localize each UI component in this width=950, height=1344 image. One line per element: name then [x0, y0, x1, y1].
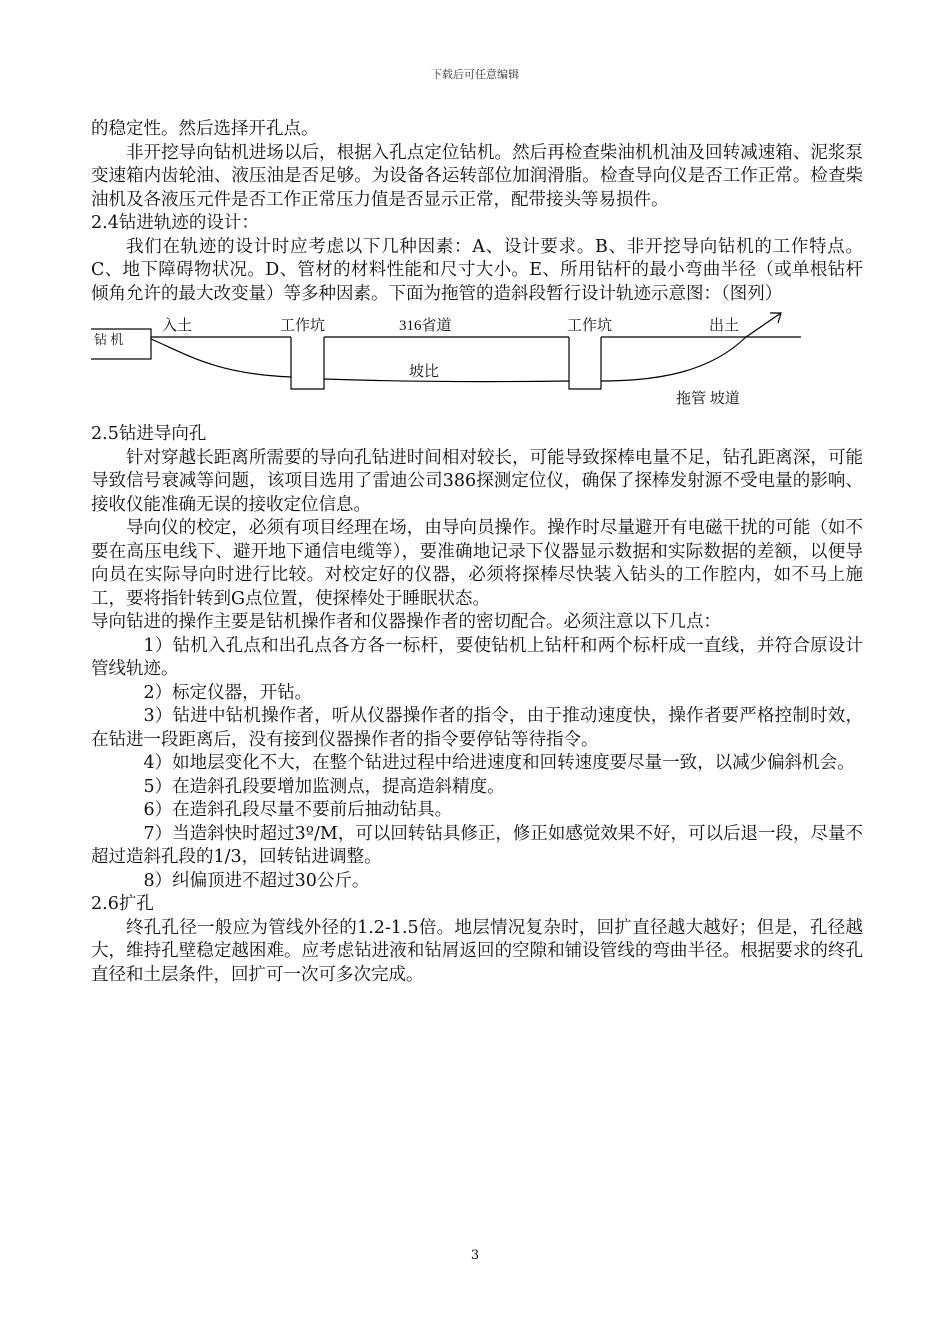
label-road: 316省道 — [399, 318, 452, 334]
section-heading: 2.4钻进轨迹的设计： — [91, 213, 259, 233]
paragraph: 针对穿越长距离所需要的导向孔钻进时间相对较长，可能导致探棒电量不足，钻孔距离深，可能导致信号衰减等问题，该项目选用了雷迪公司386探测定位仪，确保了探棒发射源不受电量的影响、接收仪能准确无误的接收定位信息。 — [91, 447, 863, 515]
list-item: 5）在造斜孔段要增加监测点，提高造斜精度。 — [143, 776, 505, 797]
exit-arrow — [746, 313, 781, 337]
paragraph: 终孔孔径一般应为管线外径的1.2-1.5倍。地层情况复杂时，回扩直径越大越好；但是，孔径越大，维持孔壁稳定越困难。应考虑钻进液和钻屑返回的空隙和铺设管线的弯曲半径。根据要求的终孔直径和土层条件，回扩可一次可多次完成。 — [91, 917, 863, 985]
drill-path — [324, 379, 569, 382]
work-pit-left — [291, 337, 324, 389]
document-body — [91, 118, 863, 987]
trajectory-diagram — [91, 309, 863, 413]
label-entry: 入土 — [162, 318, 193, 334]
label-pit-right: 工作坑 — [567, 318, 613, 334]
list-item: 2）标定仪器，开钻。 — [143, 682, 313, 703]
label-pit-left: 工作坑 — [280, 318, 326, 334]
paragraph: 非开挖导向钻机进场以后，根据入孔点定位钻机。然后再检查柴油机机油及回转减速箱、泥浆泵变速箱内齿轮油、液压油是否足够。为设备各运转部位加润滑脂。检查导向仪是否工作正常。检查柴油机及各液压元件是否工作正常压力值是否显示正常，配带接头等易损件。 — [91, 142, 863, 210]
paragraph: 的稳定性。然后选择开孔点。 — [91, 119, 319, 139]
list-item: 6）在造斜孔段尽量不要前后抽动钻具。 — [143, 800, 453, 820]
label-rig: 钻 机 — [94, 332, 124, 347]
paragraph: 我们在轨迹的设计时应考虑以下几种因素：A、设计要求。B、非开挖导向钻机的工作特点。C、地下障碍物状况。D、管材的材料性能和尺寸大小。E、所用钻杆的最小弯曲半径（或单根钻杆倾角允许的最大改变量）等多种因素。下面为拖管的造斜段暂行设计轨迹示意图：（图列） — [91, 236, 863, 304]
list-item: 8）纠偏顶进不超过30公斤。 — [143, 870, 370, 891]
list-item: 7）当造斜快时超过3º/M，可以回转钻具修正，修正如感觉效果不好，可以后退一段，尽量不超过造斜孔段的1/3，回转钻进调整。 — [91, 823, 863, 867]
label-pipe-slope: 拖管 坡道 — [676, 391, 740, 407]
label-exit: 出土 — [709, 318, 740, 334]
drill-path — [601, 337, 746, 381]
list-item: 4）如地层变化不大，在整个钻进过程中给进速度和回转速度要尽量一致，以减少偏斜机会。 — [143, 753, 855, 773]
section-heading: 2.6扩孔 — [91, 894, 154, 914]
drill-path — [151, 339, 291, 377]
label-slope: 坡比 — [409, 364, 440, 380]
section-heading: 2.5钻进导向孔 — [91, 424, 207, 444]
paragraph: 导向仪的校定，必须有项目经理在场，由导向员操作。操作时尽量避开有电磁干扰的可能（如不要在高压电线下、避开地下通信电缆等），要准确地记录下仪器显示数据和实际数据的差额，以便导向员在实际导向时进行比较。对校定好的仪器，必须将探棒尽快装入钻头的工作腔内，如不马上施工，要将指针转到G点位置，使探棒处于睡眠状态。 — [91, 518, 863, 609]
paragraph: 导向钻进的操作主要是钻机操作者和仪器操作者的密切配合。必须注意以下几点： — [91, 612, 721, 632]
page-header: 下载后可任意编辑 — [431, 68, 519, 81]
list-item: 1）钻机入孔点和出孔点各方各一标杆，要使钻机上钻杆和两个标杆成一直线，并符合原设计管线轨迹。 — [91, 635, 863, 679]
list-item: 3）钻进中钻机操作者，听从仪器操作者的指令，由于推动速度快，操作者要严格控制时效，在钻进一段距离后，没有接到仪器操作者的指令要停钻等待指令。 — [91, 706, 863, 750]
work-pit-right — [569, 337, 601, 389]
page-number: 3 — [470, 1248, 480, 1263]
